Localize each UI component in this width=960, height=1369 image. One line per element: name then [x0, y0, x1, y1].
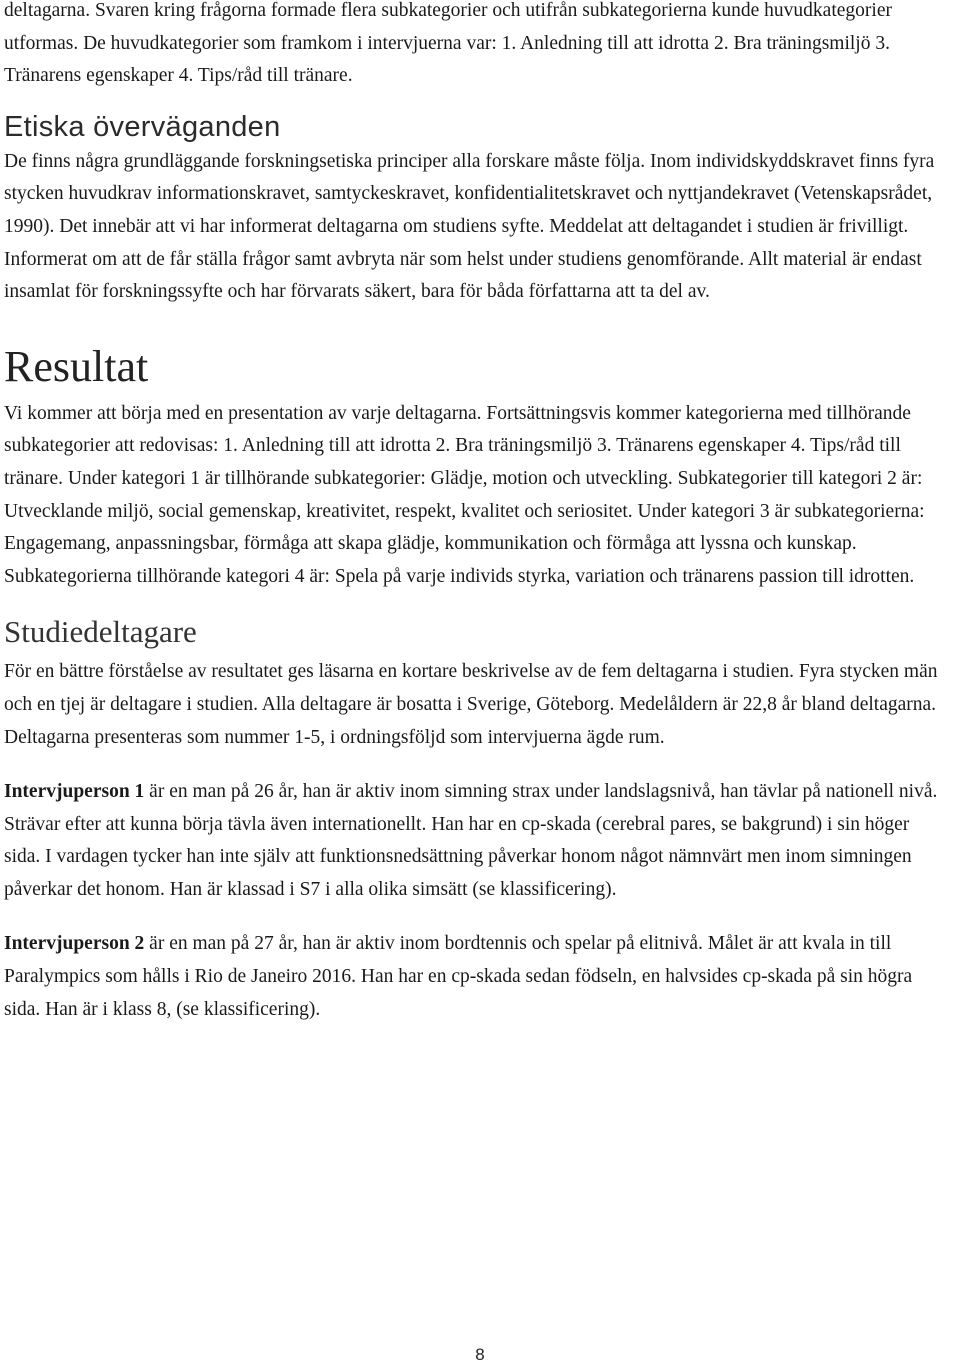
interviewee-2-paragraph: [4, 928, 944, 1026]
ethics-paragraph: De finns några grundläggande forskningsetiska principer alla forskare måste följa. Inom individskyddskravet finns fyra stycken huvudkrav informationskravet, samtyckeskravet, konfidentialitetskravet och nyttjandekravet (Vetenskapsrådet, 1990). Det innebär att vi har informerat deltagarna om studiens syfte. Meddelat att deltagandet i studien är frivilligt. Informerat om att de får ställa frågor samt avbryta när som helst under studiens genomförande. Allt material är endast insamlat för forskningssyfte och har förvarats säkert, bara för båda författarna att ta del av.: [4, 150, 935, 303]
interviewee-1-paragraph: [4, 776, 944, 906]
interviewee-2-text: är en man på 27 år, han är aktiv inom bordtennis och spelar på elitnivå. Målet är att kvala in till Paralympics som hålls i Rio de Janeiro 2016. Han har en cp-skada sedan födseln, en halvsides cp-skada på sin högra sida. Han är i klass 8, (se klassificering).: [4, 933, 913, 1020]
document-page: [4, 0, 944, 1026]
interviewee-2-label: Intervjuperson 2: [4, 933, 145, 955]
intro-paragraph: deltagarna. Svaren kring frågorna formade flera subkategorier och utifrån subkategorierna kunde huvudkategorier utformas. De huvudkategorier som framkom i intervjuerna var: 1. Anledning till att idrotta 2. Bra träningsmiljö 3. Tränarens egenskaper 4. Tips/råd till tränare.: [4, 0, 892, 87]
participants-paragraph: För en bättre förståelse av resultatet ges läsarna en kortare beskrivelse av de fem deltagarna i studien. Fyra stycken män och en tjej är deltagare i studien. Alla deltagare är bosatta i Sverige, Göteborg. Medelåldern är 22,8 år bland deltagarna. Deltagarna presenteras som nummer 1-5, i ordningsföljd som intervjuerna ägde rum.: [4, 661, 938, 748]
interviewee-1-label: Intervjuperson 1: [4, 781, 145, 803]
participants-heading: Studiedeltagare: [4, 614, 197, 650]
results-paragraph: Vi kommer att börja med en presentation av varje deltagarna. Fortsättningsvis kommer kategorierna med tillhörande subkategorier att redovisas: 1. Anledning till att idrotta 2. Bra träningsmiljö 3. Tränarens egenskaper 4. Tips/råd till tränare. Under kategori 1 är tillhörande subkategorier: Glädje, motion och utveckling. Subkategorier till kategori 2 är: Utvecklande miljö, social gemenskap, kreativitet, respekt, kvalitet och seriositet. Under kategori 3 är subkategorierna: Engagemang, anpassningsbar, förmåga att skapa glädje, kommunikation och förmåga att lyssna och kunskap. Subkategorierna tillhörande kategori 4 är: Spela på varje individs styrka, variation och tränarens passion till idrotten.: [4, 402, 925, 587]
results-heading: Resultat: [4, 341, 149, 391]
ethics-heading: Etiska överväganden: [4, 110, 281, 143]
interviewee-1-text: är en man på 26 år, han är aktiv inom simning strax under landslagsnivå, han tävlar på nationell nivå. Strävar efter att kunna börja tävla även internationellt. Han har en cp-skada (cerebral pares, se bakgrund) i sin höger sida. I vardagen tycker han inte själv att funktionsnedsättning påverkar honom något nämnvärt men inom simningen påverkar det honom. Han är klassad i S7 i alla olika simsätt (se klassificering).: [4, 781, 938, 900]
page-number: 8: [475, 1345, 485, 1364]
